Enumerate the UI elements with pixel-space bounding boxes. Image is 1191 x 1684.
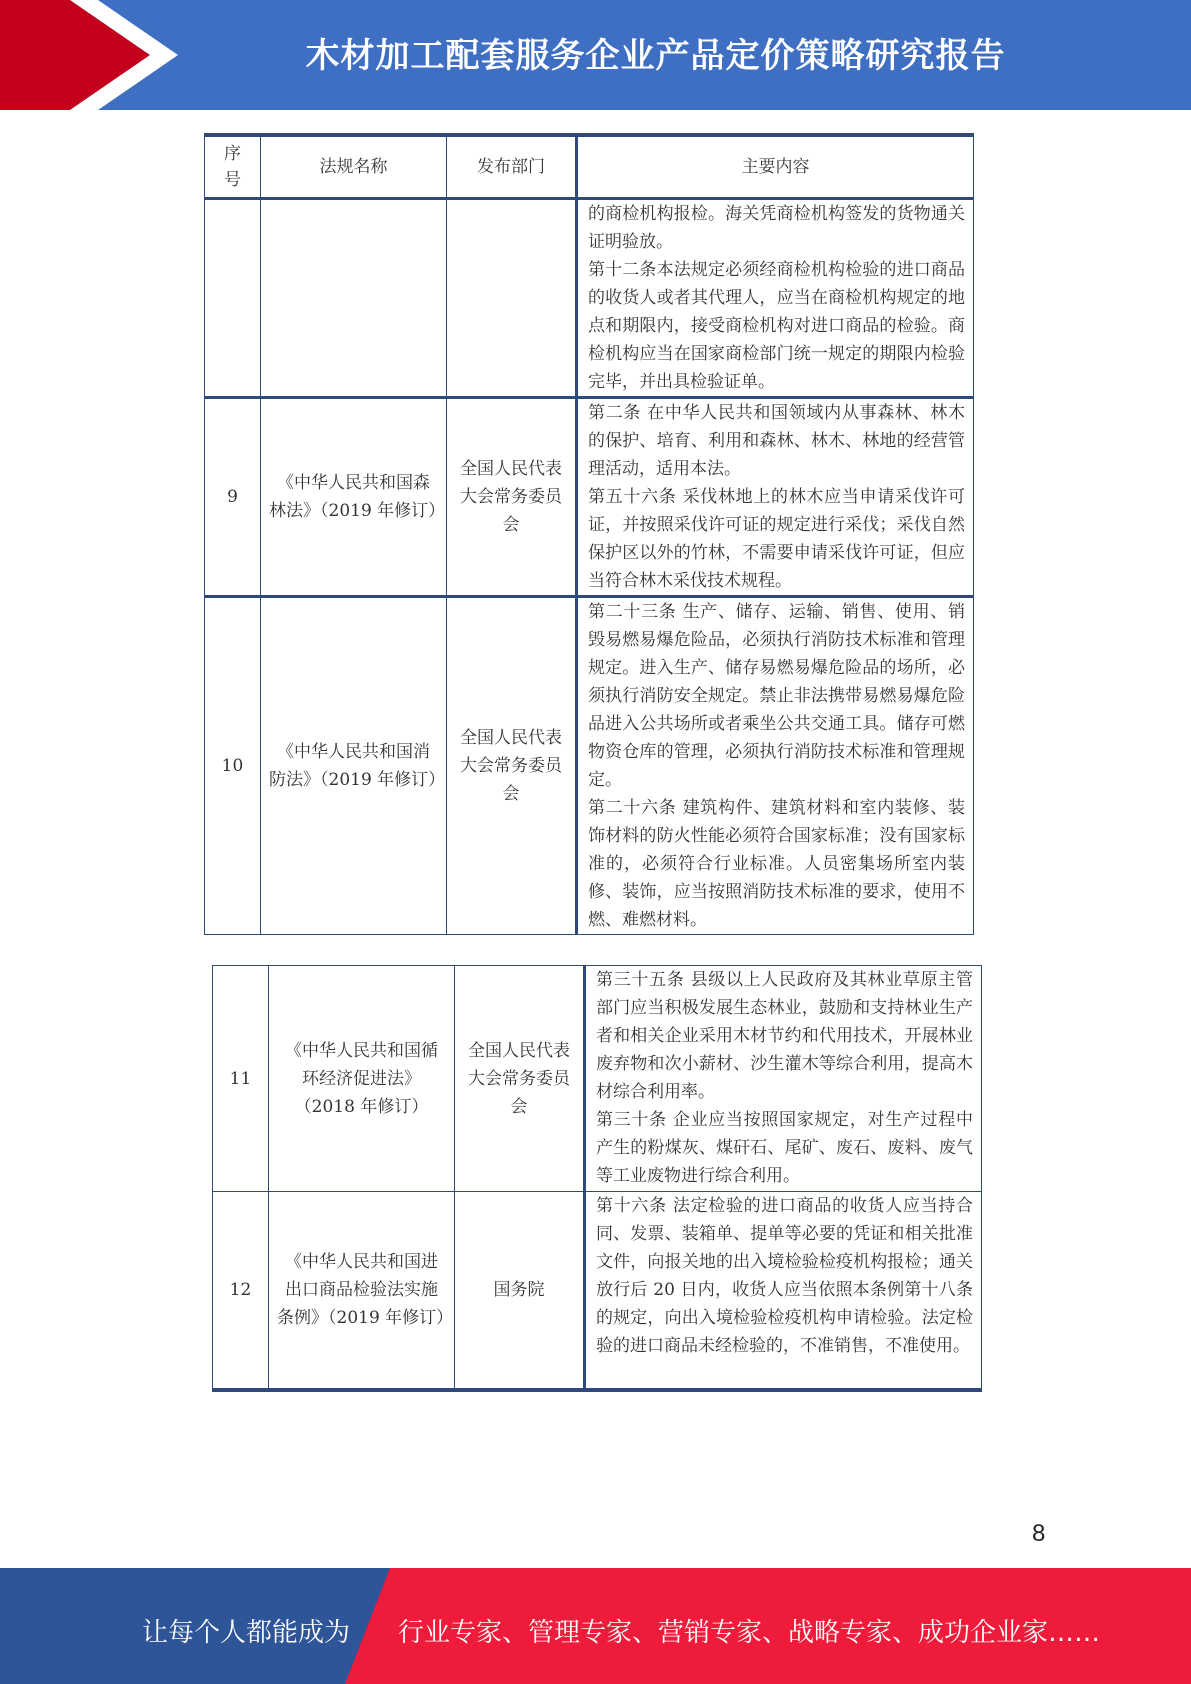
row-name: 《中华人民共和国森林法》（2019 年修订） [261,398,447,597]
row-index: 12 [213,1192,269,1390]
row-dept: 全国人民代表大会常务委员会 [455,966,585,1192]
table-row [205,597,974,935]
row-content [585,1192,982,1390]
row-content [577,597,974,935]
row-name [261,199,447,398]
row-dept [447,199,577,398]
table-row [213,966,982,1192]
header-index-line2: 号 [224,170,241,190]
row-content [577,398,974,597]
header-index [205,135,261,199]
row-content [577,199,974,398]
table-header-row [205,135,974,199]
header-content: 主要内容 [577,135,974,199]
row-name: 《中华人民共和国进出口商品检验法实施条例》（2019 年修订） [269,1192,455,1390]
row-index: 10 [205,597,261,935]
table-row [205,398,974,597]
content-paragraph: 第五十六条 采伐林地上的林木应当申请采伐许可证，并按照采伐许可证的规定进行采伐；采伐自然保护区以外的竹林，不需要申请采伐许可证，但应当符合林木采伐技术规程。 [588,487,965,591]
row-dept: 全国人民代表大会常务委员会 [447,398,577,597]
content-paragraph: 第三十五条 县级以上人民政府及其林业草原主管部门应当积极发展生态林业，鼓励和支持林业生产者和相关企业采用木材节约和代用技术，开展林业废弃物和次小薪材、沙生灌木等综合利用，提高木材综合利用率。 [596,970,973,1102]
content-paragraph: 第二十六条 建筑构件、建筑材料和室内装修、装饰材料的防火性能必须符合国家标准；没有国家标准的，必须符合行业标准。人员密集场所室内装修、装饰，应当按照消防技术标准的要求，使用不燃、难燃材料。 [588,798,965,930]
row-index: 9 [205,398,261,597]
content-paragraph: 第三十条 企业应当按照国家规定，对生产过程中产生的粉煤灰、煤矸石、尾矿、废石、废料、废气等工业废物进行综合利用。 [596,1110,973,1186]
report-title: 木材加工配套服务企业产品定价策略研究报告 [305,36,1006,76]
regulations-table-continued [212,965,982,1392]
row-name: 《中华人民共和国消防法》（2019 年修订） [261,597,447,935]
page-footer [0,1568,1191,1684]
header-index-line1: 序 [224,144,241,164]
header-dept: 发布部门 [447,135,577,199]
row-dept: 全国人民代表大会常务委员会 [447,597,577,935]
regulations-table [204,133,974,935]
content-paragraph: 第二十三条 生产、储存、运输、销售、使用、销毁易燃易爆危险品，必须执行消防技术标准和管理规定。进入生产、储存易燃易爆危险品的场所，必须执行消防安全规定。禁止非法携带易燃易爆危险品进入公共场所或者乘坐公共交通工具。储存可燃物资仓库的管理，必须执行消防技术标准和管理规定。 [588,602,965,790]
footer-right-text: 行业专家、管理专家、营销专家、战略专家、成功企业家…… [398,1618,1101,1648]
row-index [205,199,261,398]
header-red-arrow [0,0,150,110]
content-paragraph: 第十六条 法定检验的进口商品的收货人应当持合同、发票、装箱单、提单等必要的凭证和相关批准文件，向报关地的出入境检验检疫机构报检；通关放行后 20 日内，收货人应当依照本条例第十八条的规定，向出入境检验检疫机构申请检验。法定检验的进口商品未经检验的，不准销售，不准使用。 [596,1196,973,1356]
footer-left-text: 让每个人都能成为 [142,1618,351,1648]
row-index: 11 [213,966,269,1192]
page-header [0,0,1191,110]
page-number: 8 [1032,1520,1046,1547]
row-name: 《中华人民共和国循环经济促进法》（2018 年修订） [269,966,455,1192]
content-paragraph: 的商检机构报检。海关凭商检机构签发的货物通关证明验放。 [588,204,965,252]
row-dept: 国务院 [455,1192,585,1390]
table-row [213,1192,982,1390]
header-name: 法规名称 [261,135,447,199]
content-paragraph: 第二条 在中华人民共和国领域内从事森林、林木的保护、培育、利用和森林、林木、林地的经营管理活动，适用本法。 [588,403,965,479]
content-paragraph: 第十二条本法规定必须经商检机构检验的进口商品的收货人或者其代理人，应当在商检机构规定的地点和期限内，接受商检机构对进口商品的检验。商检机构应当在国家商检部门统一规定的期限内检验完毕，并出具检验证单。 [588,260,965,392]
row-content [585,966,982,1192]
table-row [205,199,974,398]
